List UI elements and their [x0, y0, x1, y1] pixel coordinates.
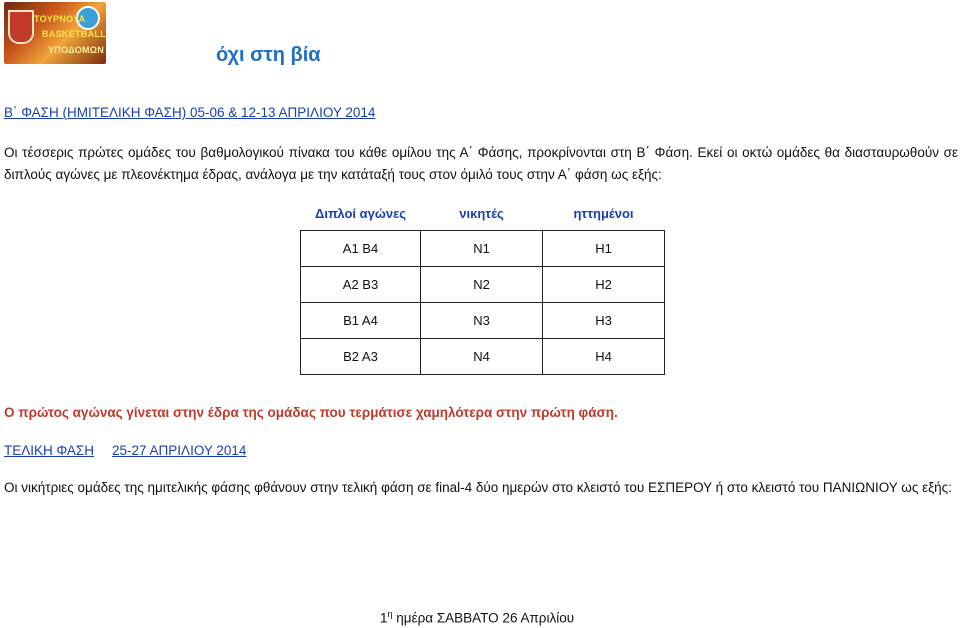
- phase-b-title: Β΄ ΦΑΣΗ (ΗΜΙΤΕΛΙΚΗ ΦΑΣΗ) 05-06 & 12-13 ΑΠΡΙΛΙΟΥ 2014: [4, 105, 376, 120]
- final-phase-dates: 25-27 ΑΠΡΙΛΙΟΥ 2014: [112, 443, 247, 458]
- phase-b-description: Οι τέσσερις πρώτες ομάδες του βαθμολογικού πίνακα του κάθε ομίλου της Α΄ Φάσης, προκρίνονται στη Β΄ Φάση. Εκεί οι οκτώ ομάδες θα διασταυρωθούν σε διπλούς αγώνες με πλεονέκτημα έδρας, ανάλογα με την κατάταξή τους στον όμιλό τους στην Α΄ φάση ως εξής:: [4, 145, 958, 182]
- final-phase-label: ΤΕΛΙΚΗ ΦΑΣΗ: [4, 443, 95, 458]
- table-row: [301, 339, 665, 375]
- day-text: ημέρα ΣΑΒΒΑΤΟ 26 Απριλίου: [392, 610, 575, 626]
- table-header-row: [301, 196, 665, 231]
- day-ordinal-suffix: η: [387, 609, 393, 619]
- table-cell: Η4: [543, 339, 665, 375]
- final-phase-title: [4, 443, 246, 458]
- table-row: [301, 267, 665, 303]
- table-cell: Ν2: [421, 267, 543, 303]
- table-row: [301, 231, 665, 267]
- logo-text-line1: ΤΟΥΡΝΟΥΑ: [34, 14, 86, 24]
- club-shield-icon: [8, 10, 34, 44]
- day-number: 1: [380, 610, 388, 626]
- column-header-losers: ηττημένοι: [573, 205, 634, 221]
- table-cell: Β2 Α3: [301, 339, 421, 375]
- table-cell: Η3: [543, 303, 665, 339]
- table-cell: Η1: [543, 231, 665, 267]
- column-header-matches: Διπλοί αγώνες: [314, 205, 407, 221]
- matches-table: [300, 196, 665, 375]
- table-cell: Ν1: [421, 231, 543, 267]
- column-header-winners: νικητές: [459, 205, 504, 221]
- logo-text-line3: ΥΠΟΔΟΜΩΝ: [48, 45, 105, 55]
- tournament-logo: [4, 2, 106, 64]
- slogan-heading: όχι στη βία: [216, 44, 321, 66]
- table-cell: Ν3: [421, 303, 543, 339]
- logo-text-line2: BASKETBALL: [42, 29, 106, 39]
- home-advantage-note: Ο πρώτος αγώνας γίνεται στην έδρα της ομάδας που τερμάτισε χαμηλότερα στην πρώτη φάση.: [4, 405, 618, 420]
- table-cell: Α1 Β4: [301, 231, 421, 267]
- table-cell: Ν4: [421, 339, 543, 375]
- table-cell: Α2 Β3: [301, 267, 421, 303]
- table-cell: Β1 Α4: [301, 303, 421, 339]
- day-one-heading: [380, 609, 574, 626]
- table-cell: Η2: [543, 267, 665, 303]
- table-row: [301, 303, 665, 339]
- final-phase-description: Οι νικήτριες ομάδες της ημιτελικής φάσης φθάνουν στην τελική φάση σε final-4 δύο ημερών στο κλειστό του ΕΣΠΕΡΟΥ ή στο κλειστό του ΠΑΝΙΩΝΙΟΥ ως εξής:: [4, 480, 952, 495]
